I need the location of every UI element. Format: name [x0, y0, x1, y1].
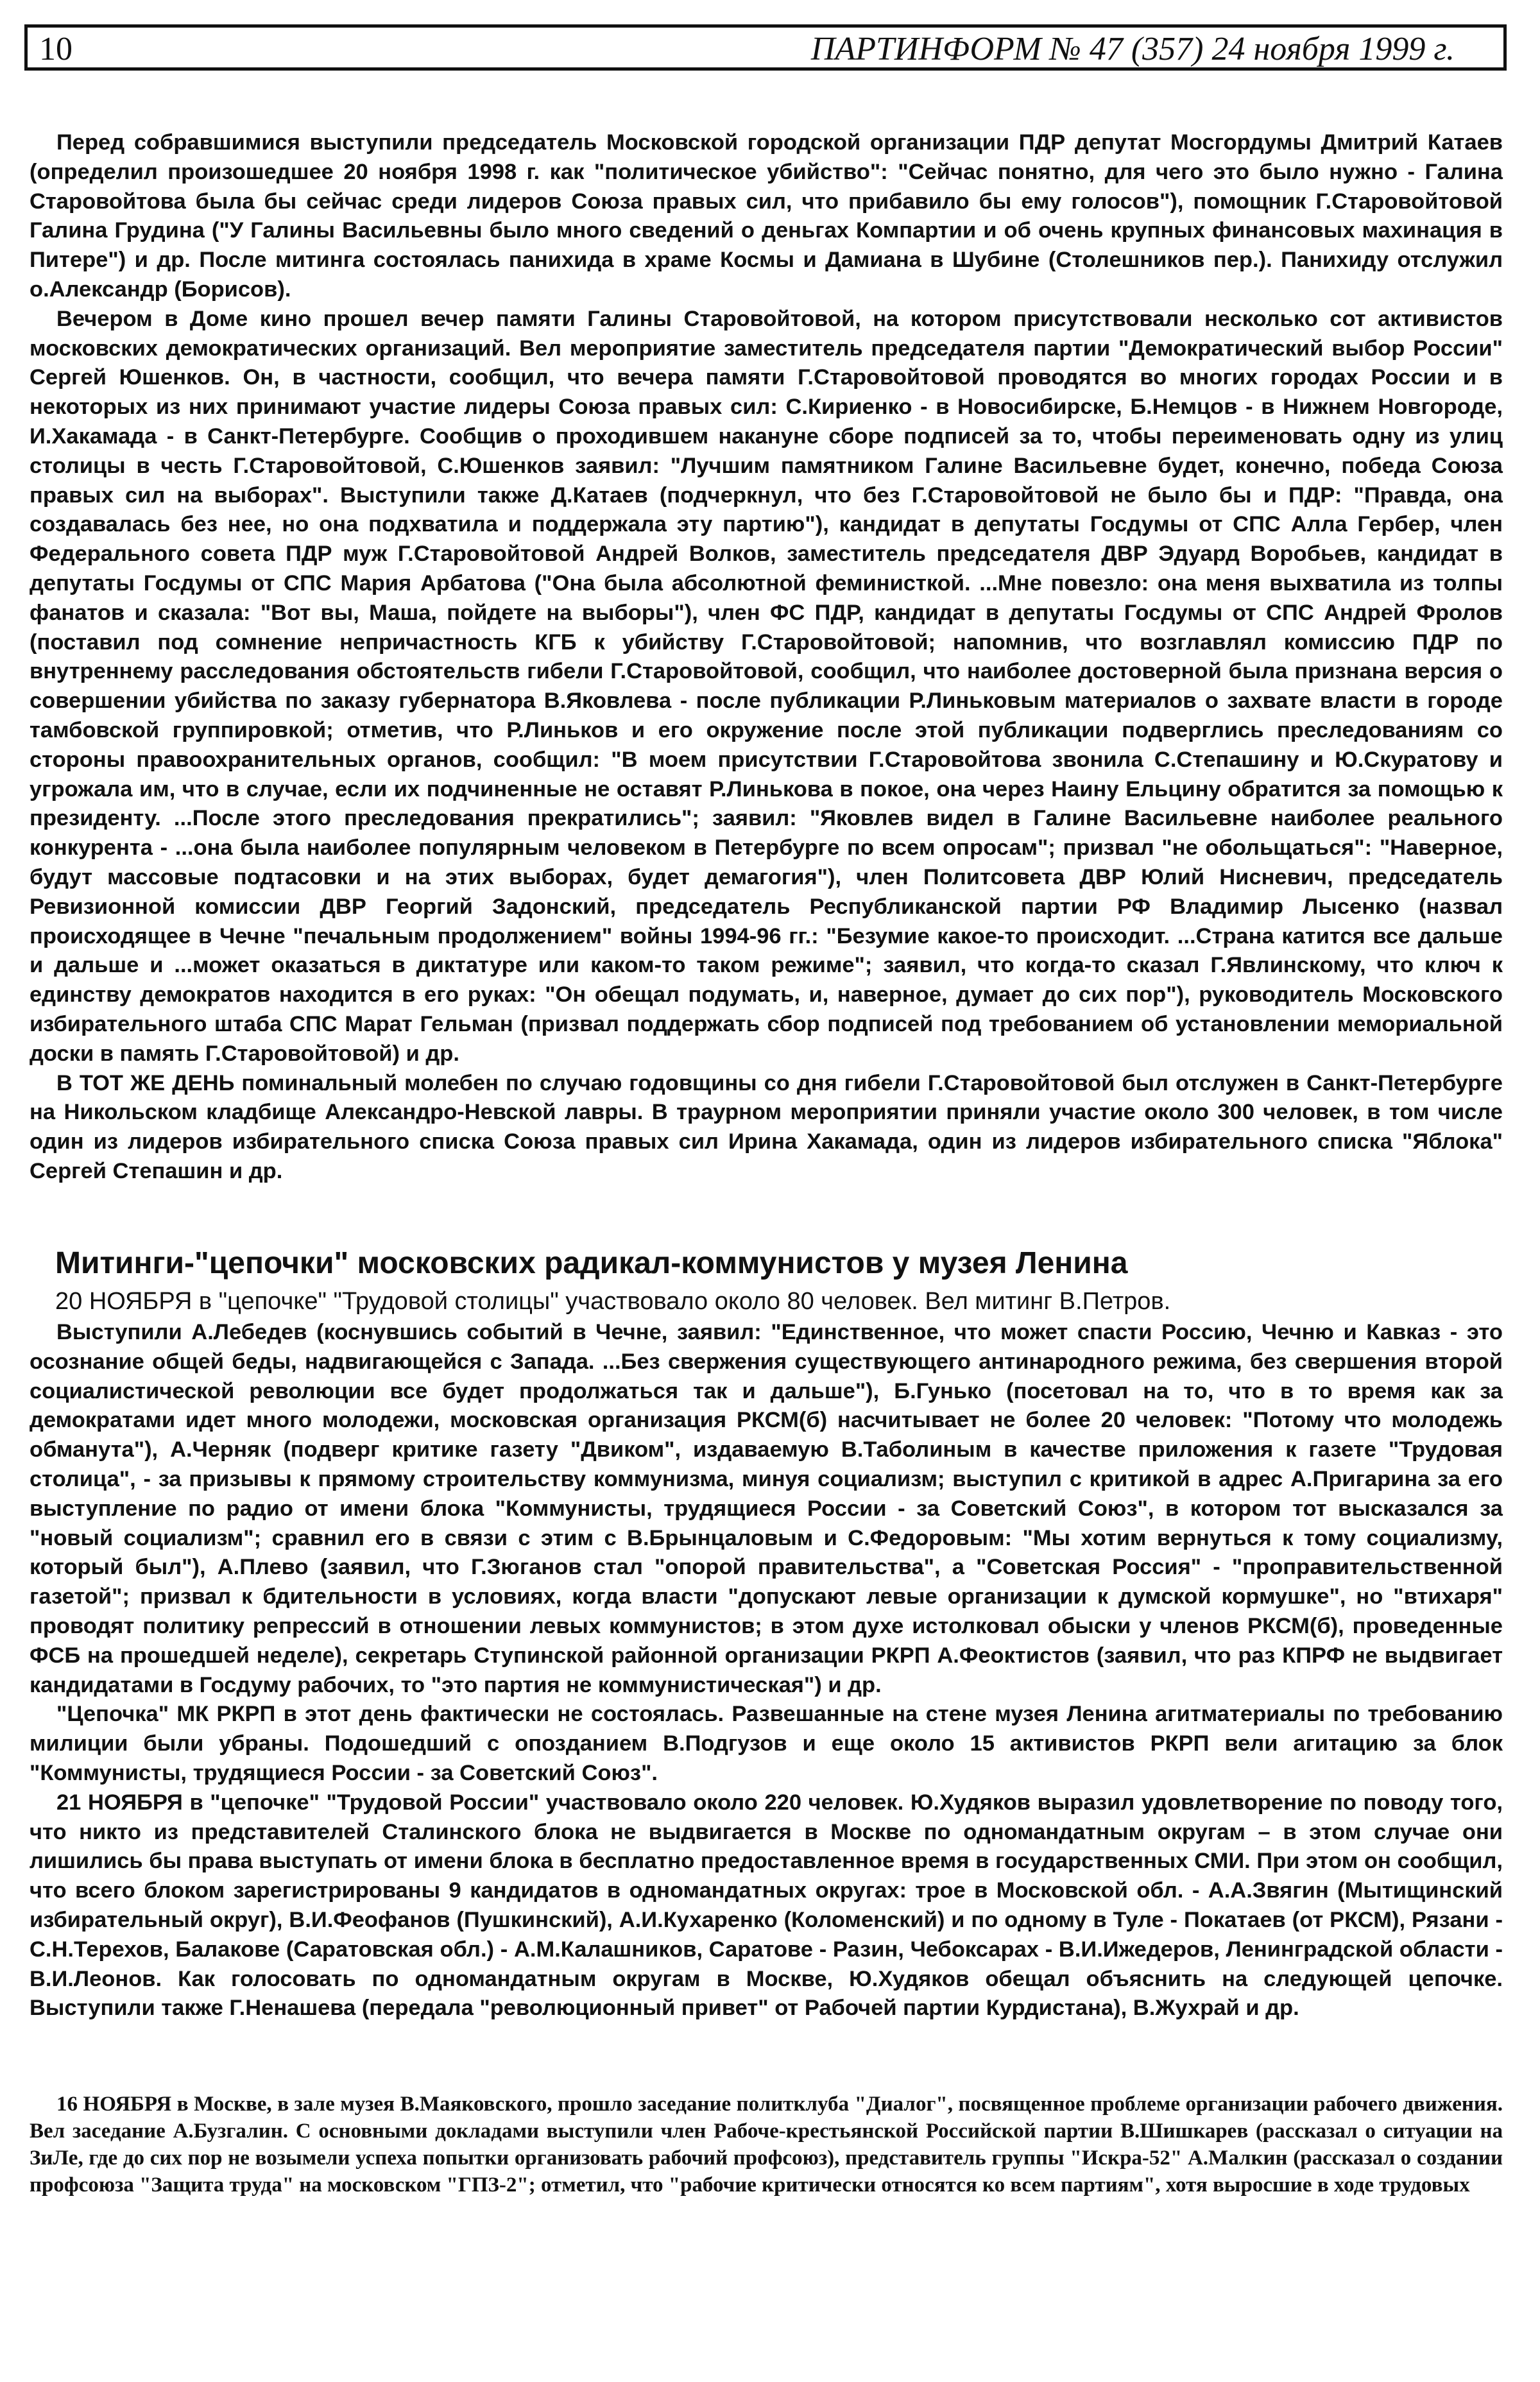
paragraph: "Цепочка" МК РКРП в этот день фактически не состоялась. Развешанные на стене музея Ленина агитматериалы по требованию милиции были убраны. Подошедший с опозданием В.Подгузов и еще около 15 активистов РКРП вели агитацию за блок "Коммунисты, трудящиеся России - за Советский Союз".	[30, 1702, 1503, 1785]
paragraph: 21 НОЯБРЯ в "цепочке" "Трудовой России" участвовало около 220 человек. Ю.Худяков выразил удовлетворение по поводу того, что никто из представителей Сталинского блока не выдвигается в Москве по одномандатным округам – в этом случае они лишились бы права выступать от имени блока в бесплатно предоставленное время в государственных СМИ. При этом он сообщил, что всего блоком зарегистрированы 9 кандидатов в одномандатных округах: трое в Московской обл. - А.А.Звягин (Мытищинский избирательный округ), В.И.Феофанов (Пушкинский), А.И.Кухаренко (Коломенский) и по одному в Туле - Покатаев (от РКСМ), Рязани - С.Н.Терехов, Балакове (Саратовская обл.) - А.М.Калашников, Саратове - Разин, Чебоксарах - В.И.Ижедеров, Ленинградской области - В.И.Леонов. Как голосовать по одномандатным округам в Москве, Ю.Худяков обещал объяснить на следующей цепочке. Выступили также Г.Ненашева (передала "революционный привет" от Рабочей партии Курдистана), В.Жухрай и др.	[30, 1790, 1503, 2021]
paragraph: Вечером в Доме кино прошел вечер памяти Галины Старовойтовой, на котором присутствовали несколько сот активистов московских демократических организаций. Вел мероприятие заместитель председателя партии "Демократический выбор России" Сергей Юшенков. Он, в частности, сообщил, что вечера памяти Г.Старовойтовой проводятся во многих городах России и в некоторых из них принимают участие лидеры Союза правых сил: С.Кириенко - в Новосибирске, Б.Немцов - в Нижнем Новгороде, И.Хакамада - в Санкт-Петербурге. Сообщив о проходившем накануне сборе подписей за то, чтобы переименовать одну из улиц столицы в честь Г.Старовойтовой, С.Юшенков заявил: "Лучшим памятником Галине Васильевне будет, конечно, победа Союза правых сил на выборах". Выступили также Д.Катаев (подчеркнул, что без Г.Старовойтовой не было бы и ПДР: "Правда, она создавалась без нее, но она подхватила и поддержала эту партию"), кандидат в депутаты Госдумы от СПС Алла Гербер, член Федерального совета ПДР муж Г.Старовойтовой Андрей Волков, заместитель председателя ДВР Эдуард Воробьев, кандидат в депутаты Госдумы от СПС Мария Арбатова ("Она была абсолютной феминисткой. ...Мне повезло: она меня выхватила из толпы фанатов и сказала: "Вот вы, Маша, пойдете на выборы"), член ФС ПДР, кандидат в депутаты Госдумы от СПС Андрей Фролов (поставил под сомнение непричастность КГБ к убийству Г.Старовойтовой; напомнив, что возглавлял комиссию ПДР по внутреннему расследования обстоятельств гибели Г.Старовойтовой, сообщил, что наиболее достоверной была признана версия о совершении убийства по заказу губернатора В.Яковлева - после публикации Р.Линьковым материалов о захвате власти в городе тамбовской группировкой; отметив, что Р.Линьков и его окружение после этой публикации подверглись преследованиям со стороны правоохранительных органов, сообщил: "В моем присутствии Г.Старовойтова звонила С.Степашину и Ю.Скуратову и угрожала им, что в случае, если их подчиненные не оставят Р.Линькова в покое, она через Наину Ельцину обратится за помощью к президенту. ...После этого преследования прекратились"; заявил: "Яковлев видел в Галине Васильевне наиболее реального конкурента - ...она была наиболее популярным человеком в Петербурге по всем опросам"; призвал "не обольщаться": "Наверное, будут массовые подтасовки и на этих выборах, будет демагогия"), член Политсовета ДВР Юлий Нисневич, председатель Ревизионной комиссии ДВР Георгий Задонский, председатель Республиканской партии РФ Владимир Лысенко (назвал происходящее в Чечне "печальным продолжением" войны 1994-96 гг.: "Безумие какое-то происходит. ...Страна катится все дальше и дальше и ...может оказаться в диктатуре или каком-то таком режиме"; заявил, что когда-то сказал Г.Явлинскому, что ключ к единству демократов находится в его руках: "Он обещал подумать, и, наверное, думает до сих пор"), руководитель Московского избирательного штаба СПС Марат Гельман (призвал поддержать сбор подписей под требованием об установлении мемориальной доски в память Г.Старовойтовой) и др.	[30, 306, 1503, 1066]
paragraph: 16 НОЯБРЯ в Москве, в зале музея В.Маяковского, прошло заседание политклуба "Диалог", посвященное проблеме организации рабочего движения. Вел заседание А.Бузгалин. С основными докладами выступили член Рабоче-крестьянской Российской партии В.Шишкарев (рассказал о ситуации на ЗиЛе, где до сих пор не возымели успеха попытки организовать рабочий профсоюз), представитель группы "Искра-52" А.Малкин (рассказал о создании профсоюза "Защита труда" на московском "ГПЗ-2"; отметил, что "рабочие критически относятся ко всем партиям", хотя выросшие в ходе трудовых	[30, 2093, 1503, 2197]
paragraph: В ТОТ ЖЕ ДЕНЬ поминальный молебен по случаю годовщины со дня гибели Г.Старовойтовой был отслужен в Санкт-Петербурге на Никольском кладбище Александро-Невской лавры. В траурном мероприятии приняли участие около 300 человек, в том числе один из лидеров избирательного списка Союза правых сил Ирина Хакамада, один из лидеров избирательного списка "Яблока" Сергей Степашин и др.	[30, 1070, 1503, 1183]
paragraph: Выступили А.Лебедев (коснувшись событий в Чечне, заявил: "Единственное, что может спасти Россию, Чечню и Кавказ - это осознание общей беды, надвигающейся с Запада. ...Без свержения существующего антинародного режима, без свершения второй социалистической революции все будет продолжаться так и дальше"), Б.Гунько (посетовал на то, что в то время как за демократами идет много молодежи, московская организация РКСМ(б) насчитывает не более 20 человек: "Потому что молодежь обманута"), А.Черняк (подверг критике газету "Двиком", издаваемую В.Таболиным в качестве приложения к газете "Трудовая столица", - за призывы к прямому строительству коммунизма, минуя социализм; выступил с критикой в адрес А.Пригарина за его выступление по радио от имени блока "Коммунисты, трудящиеся России - за Советский Союз", в котором тот высказался за "новый социализм"; сравнил его в связи с этим с В.Брынцаловым и С.Федоровым: "Мы хотим вернуться к тому социализму, который был"), А.Плево (заявил, что Г.Зюганов стал "опорой правительства", а "Советская Россия" - "проправительственной газетой"; призвал к бдительности в условиях, когда власти "допускают левые организации к думской кормушке", но "втихаря" проводят политику репрессий в отношении левых коммунистов; в этом духе истолковал обыски у членов РКСМ(б), проведенные ФСБ на прошедшей неделе), секретарь Ступинской районной организации РКРП А.Феоктистов (заявил, что раз КПРФ не выдвигает кандидатами в Госдуму рабочих, то "это партия не коммунистическая") и др.	[30, 1320, 1503, 1697]
article-section-memorial	[30, 128, 1503, 1187]
article-section-dialog-club	[30, 2091, 1503, 2198]
section-heading: Митинги-"цепочки" московских радикал-коммунистов у музея Ленина	[55, 1246, 1128, 1280]
section-lead: 20 НОЯБРЯ в "цепочке" "Трудовой столицы" участвовало около 80 человек. Вел митинг В.Петров.	[55, 1288, 1171, 1315]
page-number: 10	[39, 31, 73, 67]
paragraph: Перед собравшимися выступили председатель Московской городской организации ПДР депутат Мосгордумы Дмитрий Катаев (определил произошедшее 20 ноября 1998 г. как "политическое убийство": "Сейчас понятно, для чего это было нужно - Галина Старовойтова была бы сейчас среди лидеров Союза правых сил, что прибавило бы ему голосов"), помощник Г.Старовойтовой Галина Грудина ("У Галины Васильевны было много сведений о деньгах Компартии и об очень крупных финансовых махинация в Питере") и др. После митинга состоялась панихида в храме Космы и Дамиана в Шубине (Столешников пер.). Панихиду отслужил о.Александр (Борисов).	[30, 130, 1503, 302]
article-section-rallies	[30, 1318, 1503, 2023]
publication-title: ПАРТИНФОРМ № 47 (357) 24 ноября 1999 г.	[810, 31, 1455, 67]
page-header	[24, 24, 1507, 71]
